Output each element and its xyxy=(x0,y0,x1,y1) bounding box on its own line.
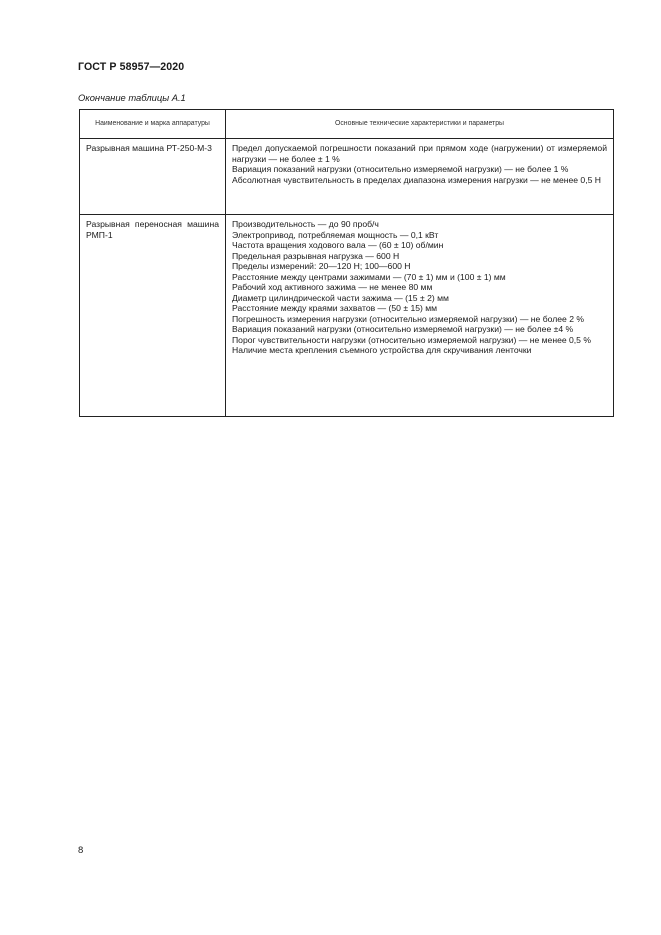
table-row xyxy=(80,139,614,215)
table-row xyxy=(80,215,614,417)
page-number: 8 xyxy=(78,845,84,856)
parameter-line: Наличие места крепления съемного устройства для скручивания ленточки xyxy=(232,345,532,355)
equipment-name-cell: Разрывная машина РТ-250-М-3 xyxy=(80,139,226,215)
table-header-row xyxy=(80,110,614,139)
parameter-line: Абсолютная чувствительность в пределах диапазона измерения нагрузки — не менее 0,5 Н xyxy=(232,174,601,185)
parameter-line: Производительность — до 90 проб/ч xyxy=(232,219,379,229)
specifications-table xyxy=(79,109,614,417)
parameter-line: Диаметр цилиндрической части зажима — (15 ± 2) мм xyxy=(232,292,449,303)
table-caption: Окончание таблицы А.1 xyxy=(78,92,186,103)
parameters-cell xyxy=(226,215,614,417)
document-code: ГОСТ Р 58957—2020 xyxy=(78,61,185,73)
parameter-line: Предел допускаемой погрешности показаний при прямом ходе (нагружении) от измеряемой нагрузки — не более ± 1 % xyxy=(232,143,607,164)
parameter-line: Расстояние между центрами зажимами — (70 ± 1) мм и (100 ± 1) мм xyxy=(232,271,506,282)
parameter-line: Рабочий ход активного зажима — не менее 80 мм xyxy=(232,282,433,292)
parameter-line: Частота вращения ходового вала — (60 ± 10) об/мин xyxy=(232,240,444,250)
header-parameters: Основные технические характеристики и параметры xyxy=(226,110,614,139)
parameter-line: Вариация показаний нагрузки (относительно измеряемой нагрузки) — не более ±4 % xyxy=(232,324,574,334)
parameter-line: Электропривод, потребляемая мощность — 0,1 кВт xyxy=(232,229,439,240)
parameter-line: Погрешность измерения нагрузки (относительно измеряемой нагрузки) — не более 2 % xyxy=(232,313,585,324)
equipment-name-cell: Разрывная переносная машина РМП-1 xyxy=(80,215,226,417)
parameter-line: Расстояние между краями захватов — (50 ± 15) мм xyxy=(232,303,438,313)
parameters-cell xyxy=(226,139,614,215)
parameter-line: Пределы измерений: 20—120 Н; 100—600 Н xyxy=(232,261,411,271)
parameter-line: Вариация показаний нагрузки (относительно измеряемой нагрузки) — не более 1 % xyxy=(232,164,569,174)
parameter-line: Порог чувствительности нагрузки (относительно измеряемой нагрузки) — не менее 0,5 % xyxy=(232,334,591,345)
header-equipment-name: Наименование и марка аппаратуры xyxy=(80,110,226,139)
parameter-line: Предельная разрывная нагрузка — 600 Н xyxy=(232,250,400,261)
